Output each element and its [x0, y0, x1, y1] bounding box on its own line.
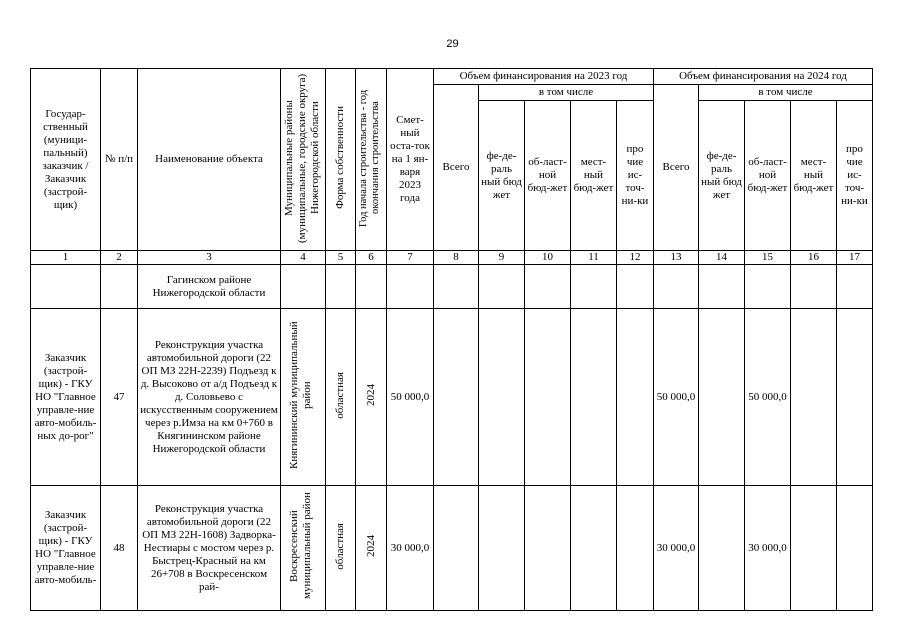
header-fin-2024: Объем финансирования на 2024 год	[654, 69, 873, 85]
header-name: Наименование объекта	[138, 69, 281, 251]
header-total-2023: Всего	[434, 85, 479, 251]
col-number: 9	[479, 251, 525, 265]
header-local-2024: мест-ный бюд-жет	[791, 101, 837, 251]
district-cell: Княгининский муниципальный район	[281, 309, 326, 486]
regional-2024-cell: 30 000,0	[745, 486, 791, 611]
col-number: 2	[101, 251, 138, 265]
header-federal-2023: фе-де-раль ный бюд жет	[479, 101, 525, 251]
header-other-2024: про чие ис-точ-ни-ки	[837, 101, 873, 251]
district-cell: Воскресенский муниципальный район	[281, 486, 326, 611]
header-ownership: Форма собственности	[326, 69, 356, 251]
header-years: Год начала строительства - год окончания строительства	[356, 69, 387, 251]
header-customer: Государ-ственный (муници-пальный) заказчик / Заказчик (застрой-щик)	[31, 69, 101, 251]
total-2023-cell	[434, 486, 479, 611]
regional-2024-cell: 50 000,0	[745, 309, 791, 486]
header-local-2023: мест-ный бюд-жет	[571, 101, 617, 251]
estimate-cell	[387, 265, 434, 309]
page-number: 29	[446, 38, 459, 50]
year-cell: 2024	[356, 486, 387, 611]
year-cell	[356, 265, 387, 309]
year-cell: 2024	[356, 309, 387, 486]
col-number: 6	[356, 251, 387, 265]
total-2024-cell: 30 000,0	[654, 486, 699, 611]
header-total-2024: Всего	[654, 85, 699, 251]
col-number: 8	[434, 251, 479, 265]
ownership-cell: областная	[326, 309, 356, 486]
header-fin-2023: Объем финансирования на 2023 год	[434, 69, 654, 85]
col-number: 11	[571, 251, 617, 265]
header-other-2023: про чие ис-точ-ни-ки	[617, 101, 654, 251]
col-number: 5	[326, 251, 356, 265]
regional-2024-cell	[745, 265, 791, 309]
col-number: 3	[138, 251, 281, 265]
table-row	[31, 309, 873, 486]
header-regional-2024: об-ласт-ной бюд-жет	[745, 101, 791, 251]
total-2024-cell: 50 000,0	[654, 309, 699, 486]
header-including-2023: в том числе	[479, 85, 654, 101]
num-cell: 47	[101, 309, 138, 486]
total-2024-cell	[654, 265, 699, 309]
ownership-cell: областная	[326, 486, 356, 611]
col-number: 4	[281, 251, 326, 265]
num-cell	[101, 265, 138, 309]
ownership-cell	[326, 265, 356, 309]
header-num: № п/п	[101, 69, 138, 251]
num-cell: 48	[101, 486, 138, 611]
column-number-row	[31, 251, 873, 265]
customer-cell: Заказчик (застрой-щик) - ГКУ НО "Главное управле-ние авто-мобиль-ных до-рог"	[31, 309, 101, 486]
col-number: 12	[617, 251, 654, 265]
header-including-2024: в том числе	[699, 85, 873, 101]
investment-table	[30, 68, 873, 611]
table-row	[31, 265, 873, 309]
col-number: 10	[525, 251, 571, 265]
col-number: 15	[745, 251, 791, 265]
customer-cell	[31, 265, 101, 309]
col-number: 1	[31, 251, 101, 265]
estimate-cell: 50 000,0	[387, 309, 434, 486]
table-row	[31, 486, 873, 611]
customer-cell: Заказчик (застрой-щик) - ГКУ НО "Главное управле-ние авто-мобиль-	[31, 486, 101, 611]
object-name-cell: Реконструкция участка автомобильной дороги (22 ОП МЗ 22Н-1608) Задворка-Нестиары с мостом через р. Быстрец-Красный на км 26+708 в Воскресенском рай-	[138, 486, 281, 611]
header-federal-2024: фе-де-раль ный бюд жет	[699, 101, 745, 251]
total-2023-cell	[434, 309, 479, 486]
district-cell	[281, 265, 326, 309]
header-districts: Муниципальные районы (муниципальные, городские округа) Нижегородской области	[281, 69, 326, 251]
col-number: 13	[654, 251, 699, 265]
total-2023-cell	[434, 265, 479, 309]
col-number: 17	[837, 251, 873, 265]
header-estimate: Смет-ный оста-ток на 1 ян-варя 2023 года	[387, 69, 434, 251]
object-name-cell: Реконструкция участка автомобильной дороги (22 ОП МЗ 22Н-2239) Подъезд к д. Высоково от а/д Подъезд к д. Соловьево с искусственным сооружением через р.Имза на км 0+760 в Княгининском районе Нижегородской области	[138, 309, 281, 486]
col-number: 7	[387, 251, 434, 265]
col-number: 14	[699, 251, 745, 265]
estimate-cell: 30 000,0	[387, 486, 434, 611]
object-name-cell: Гагинском районе Нижегородской области	[138, 265, 281, 309]
header-regional-2023: об-ласт-ной бюд-жет	[525, 101, 571, 251]
col-number: 16	[791, 251, 837, 265]
